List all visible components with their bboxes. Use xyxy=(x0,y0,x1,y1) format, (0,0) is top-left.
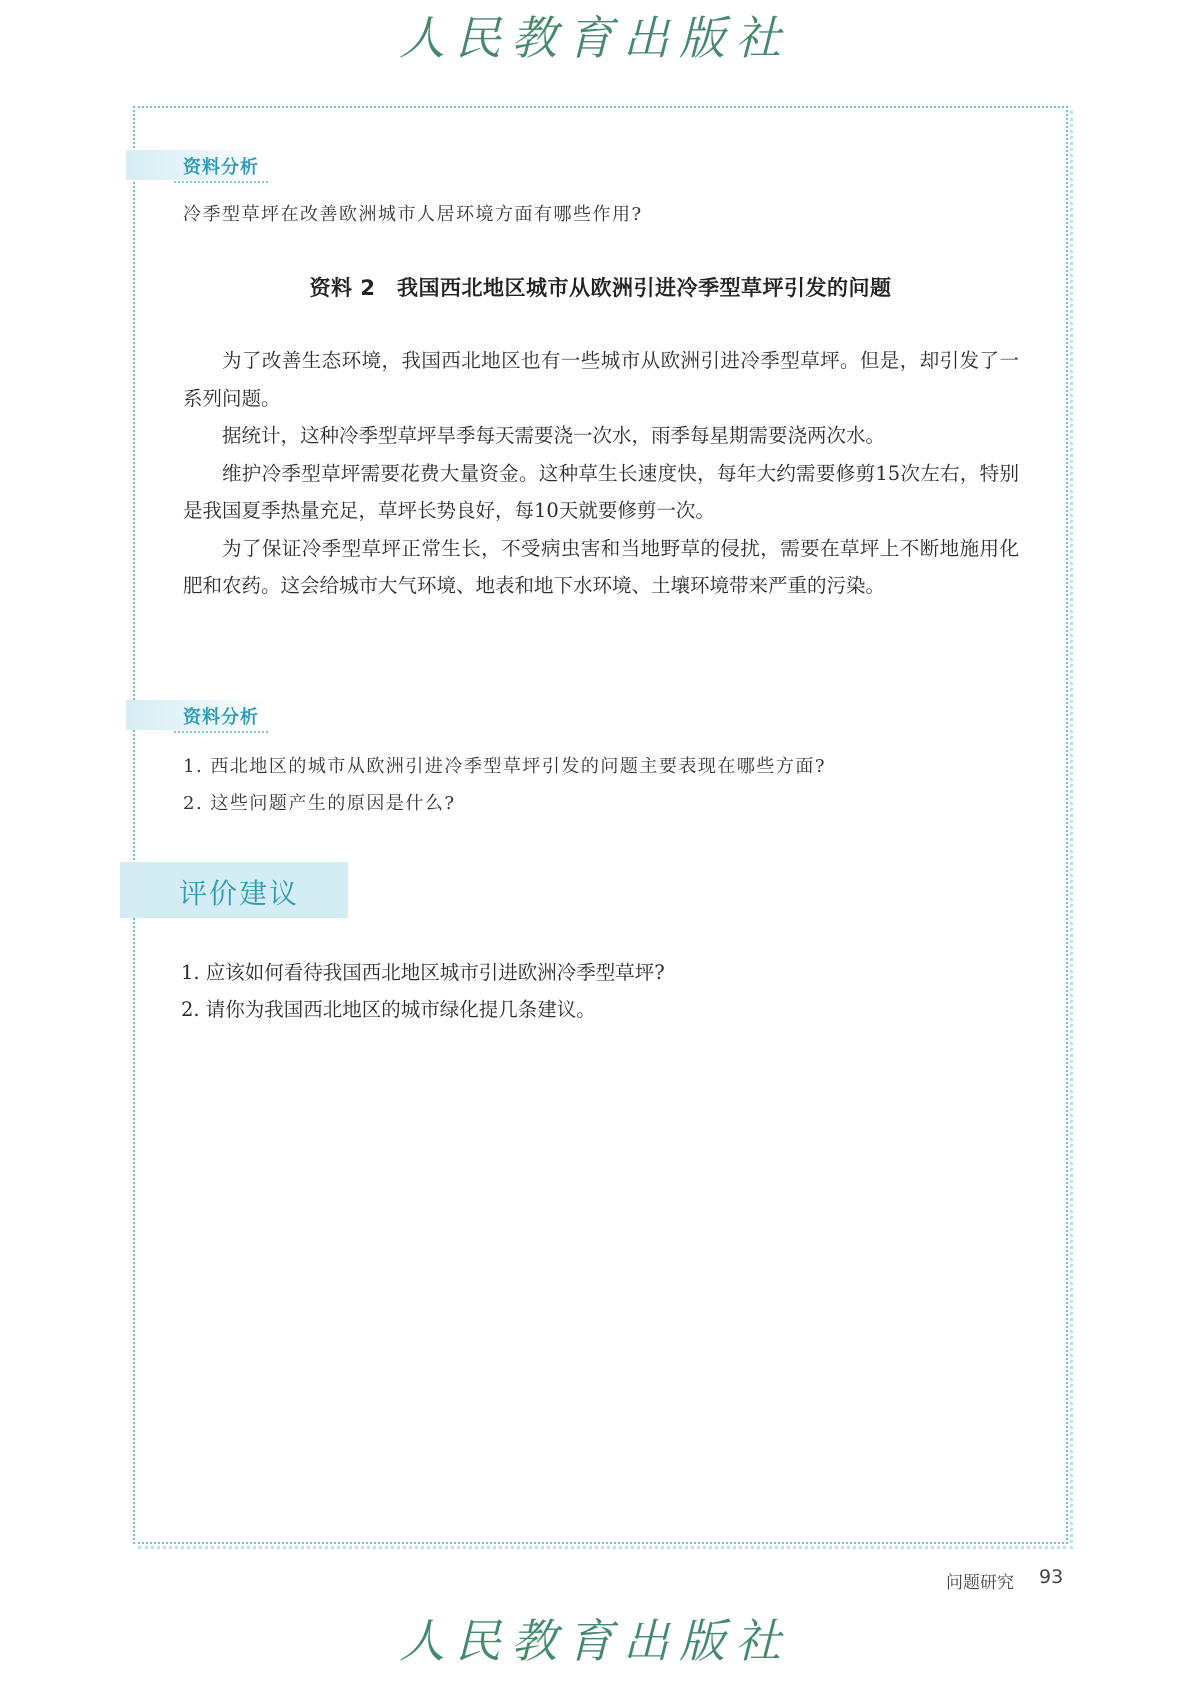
publisher-watermark-top: 人民教育出版社 xyxy=(399,11,791,65)
body-paragraph: 维护冷季型草坪需要花费大量资金。这种草生长速度快，每年大约需要修剪15次左右，特别是我国夏季热量充足，草坪长势良好，每10天就要修剪一次。 xyxy=(183,461,1019,522)
analysis-question-1: 1. 西北地区的城市从欧洲引进冷季型草坪引发的问题主要表现在哪些方面? xyxy=(183,756,827,777)
analysis-tag xyxy=(126,700,268,730)
evaluation-title: 评价建议 xyxy=(179,877,300,910)
content-frame xyxy=(133,106,1068,1544)
analysis-tag xyxy=(126,150,268,180)
evaluation-banner xyxy=(120,862,348,918)
footer-section-label: 问题研究 xyxy=(946,1573,1014,1593)
evaluation-item-2: 2. 请你为我国西北地区的城市绿化提几条建议。 xyxy=(181,998,596,1021)
material-title: 资料 2 我国西北地区城市从欧洲引进冷季型草坪引发的问题 xyxy=(309,276,892,300)
analysis-tag-underline xyxy=(174,731,268,733)
evaluation-item-1: 1. 应该如何看待我国西北地区城市引进欧洲冷季型草坪? xyxy=(181,961,665,984)
analysis-tag-label: 资料分析 xyxy=(183,157,259,178)
analysis-question: 冷季型草坪在改善欧洲城市人居环境方面有哪些作用? xyxy=(183,204,643,225)
page-number: 93 xyxy=(1039,1566,1064,1588)
material-body xyxy=(183,342,1019,605)
analysis-tag-underline xyxy=(174,181,268,183)
body-paragraph: 为了改善生态环境，我国西北地区也有一些城市从欧洲引进冷季型草坪。但是，却引发了一系列问题。 xyxy=(183,349,1019,410)
analysis-question-2: 2. 这些问题产生的原因是什么? xyxy=(183,793,456,814)
analysis-tag-label: 资料分析 xyxy=(183,707,259,728)
body-paragraph: 为了保证冷季型草坪正常生长，不受病虫害和当地野草的侵扰，需要在草坪上不断地施用化肥和农药。这会给城市大气环境、地表和地下水环境、土壤环境带来严重的污染。 xyxy=(183,536,1019,597)
publisher-watermark-bottom: 人民教育出版社 xyxy=(399,1614,791,1668)
body-paragraph: 据统计，这种冷季型草坪旱季每天需要浇一次水，雨季每星期需要浇两次水。 xyxy=(222,424,886,447)
